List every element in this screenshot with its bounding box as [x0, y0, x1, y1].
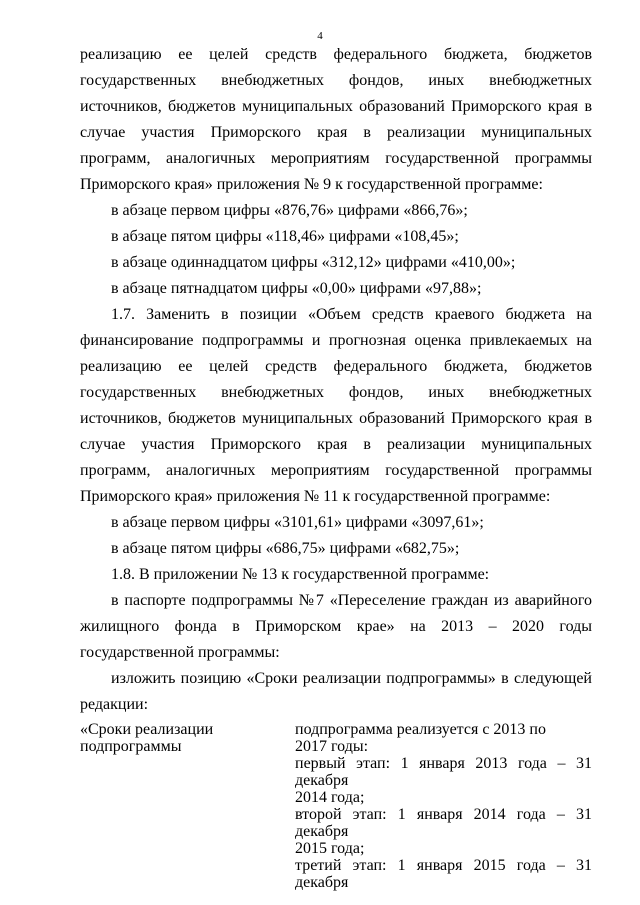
table-right-line: 2017 годы:: [295, 738, 369, 755]
table-left-line: подпрограммы: [80, 738, 182, 755]
table-right-line: первый этап: 1 января 2013 года – 31 декабря: [295, 755, 592, 789]
paragraph-section-1-7: 1.7. Заменить в позиции «Объем средств краевого бюджета на финансирование подпрограммы и прогнозная оценка привлекаемых на реализацию ее целей средств федерального бюджета, бюджетов государственных внебюджетных фондов, иных внебюджетных источников, бюджетов муниципальных образований Приморского края в случае участия Приморского края в реализации муниципальных программ, аналогичных мероприятиям государственной программы Приморского края» приложения № 11 к государственной программе:: [80, 306, 592, 505]
paragraph-edit-position: изложить позицию «Сроки реализации подпрограммы» в следующей редакции:: [80, 670, 592, 713]
paragraph-item-3: в абзаце одиннадцатом цифры «312,12» цифрами «410,00»;: [111, 254, 516, 271]
paragraph-section-1-8: 1.8. В приложении № 13 к государственной программе:: [111, 566, 490, 583]
table-right-line: третий этап: 1 января 2015 года – 31 декабря: [295, 857, 592, 891]
table-right-column: [295, 721, 592, 891]
table-right-line: подпрограмма реализуется с 2013 по: [295, 721, 546, 738]
page-number: 4: [317, 30, 323, 42]
paragraph-item-5: в абзаце первом цифры «3101,61» цифрами «3097,61»;: [111, 514, 484, 531]
paragraph-passport: в паспорте подпрограммы №7 «Переселение граждан из аварийного жилищного фонда в Приморском крае» на 2013 – 2020 годы государственной программы:: [80, 592, 592, 661]
table-right-line: второй этап: 1 января 2014 года – 31 декабря: [295, 806, 592, 840]
paragraph-item-6: в абзаце пятом цифры «686,75» цифрами «682,75»;: [111, 540, 460, 557]
table-right-line: 2014 года;: [295, 789, 365, 806]
paragraph-continuation: реализацию ее целей средств федерального бюджета, бюджетов государственных внебюджетных фондов, иных внебюджетных источников, бюджетов муниципальных образований Приморского края в случае участия Приморского края в реализации муниципальных программ, аналогичных мероприятиям государственной программы Приморского края» приложения № 9 к государственной программе:: [80, 46, 592, 193]
paragraph-item-4: в абзаце пятнадцатом цифры «0,00» цифрами «97,88»;: [111, 280, 482, 297]
table-left-column: [80, 721, 295, 891]
table-right-line: 2015 года;: [295, 840, 365, 857]
paragraph-item-2: в абзаце пятом цифры «118,46» цифрами «108,45»;: [111, 228, 459, 245]
table-left-line: «Сроки реализации: [80, 721, 214, 738]
subprogram-terms-table: [80, 721, 592, 891]
document-body: [80, 42, 592, 891]
paragraph-item-1: в абзаце первом цифры «876,76» цифрами «866,76»;: [111, 202, 468, 219]
